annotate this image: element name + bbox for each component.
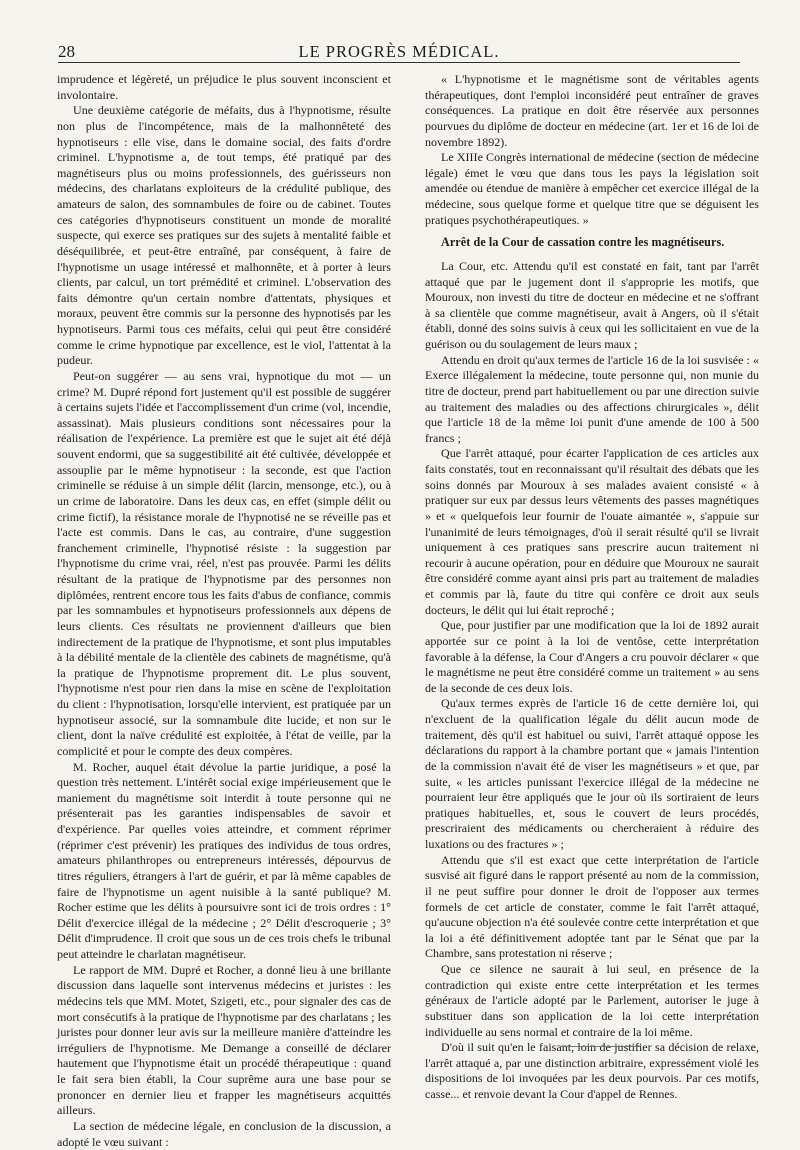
paragraph: Que, pour justifier par une modification que la loi de 1892 aurait apportée sur ce point à la loi de ventôse, cette interprétation favorable à la défense, la Cour d'Angers a cru pouvoir déclarer « que le magnétisme ne peut être considéré comme un traitement » au sens de la seconde de ces deux lois. (425, 618, 759, 695)
page-header (58, 40, 740, 62)
header-rule (58, 62, 740, 63)
paragraph: Le rapport de MM. Dupré et Rocher, a donné lieu à une brillante discussion dans laquelle sont intervenus médecins et juristes : les médecins tels que MM. Motet, Szigeti, etc., pour signaler des cas de mort consécutifs à la pratique de l'hypnotisme par des charlatans ; les juristes pour donner leur avis sur la meilleure manière d'atteindre les irréguliers de l'hypnotisme. Me Demange a conseillé de déclarer hautement que l'hypnotisme était un procédé thérapeutique : quand le fait sera bien établi, la Cour suprême aura une base pour se prononcer en dernier lieu et frapper les magnétiseurs acquittés ailleurs. (57, 962, 391, 1118)
end-rule (560, 1046, 640, 1047)
paragraph: Attendu en droit qu'aux termes de l'article 16 de la loi susvisée : « Exerce illégalement la médecine, toute personne qui, non munie du titre de docteur, prend part habituellement ou par une direction suivie au traitement des maladies ou des affections chirurgicales », délit que l'article 18 de la même loi punit d'une amende de 100 à 500 francs ; (425, 352, 759, 445)
paragraph: Attendu que s'il est exact que cette interprétation de l'article susvisé ait figuré dans le rapport présenté au nom de la commission, il ne peut suffire pour donner le droit de l'opposer aux termes formels de cet article de constater, comme le fait l'arrêt attaqué, qu'aucune objection n'a été soulevée contre cette interprétation et que la loi a été définitivement adoptée tant par le Sénat que par la Chambre, sans protestation ni réserve ; (425, 852, 759, 961)
paragraph: Peut-on suggérer — au sens vrai, hypnotique du mot — un crime? M. Dupré répond fort justement qu'il est possible de suggérer à certains sujets l'idée et l'accomplissement d'un crime (vol, incendie, assassinat). Mais plusieurs conditions sont nécessaires pour la réalisation de l'expérience. La première est que le sujet ait été déjà souvent endormi, que sa suggestibilité ait été cultivée, développée et assouplie par le même hypnotiseur : la seconde, est que l'action criminelle se réduise à un simple délit (larcin, mensonge, etc.), ou à un crime de laboratoire. Dans les deux cas, en effet (simple délit ou crime fictif), la résistance morale de l'hypnotisé ne se réveille pas et l'acte est commis. Dans le cas, au contraire, d'une suggestion franchement criminelle, l'hypnotisé résiste : la suggestion par l'hypnotisme du crime vrai, réel, n'est pas prouvée. Parmi les délits résultant de la pratique de l'hypnotisme par des personnes non diplômées, rentrent encore tous les faits d'abus de confiance, commis par les somnambules et hypnotiseurs professionnels aux dépens de leurs clients. Ces résultats ne proviennent d'ailleurs que bien indirectement de la pratique de l'hypnotisme, et sont plus imputables à la débilité mentale de la clientèle des cabinets de magnétisme, qu'à la pratique de l'hypnotisme proprement dit. Le plus souvent, l'hypnotisme n'est pour rien dans la mise en scène de l'exploitation du client : l'hypnotisation, lorsqu'elle intervient, est pratiquée par un hypnotiseur associé, sur la somnambule dite lucide, et non sur le client, dont la naïve crédulité est exploitée, à l'état de veille, par la complicité et pour le compte des deux compères. (57, 368, 392, 758)
paragraph: La Cour, etc. Attendu qu'il est constaté en fait, tant par l'arrêt attaqué que par le jugement dont il s'approprie les motifs, que Mouroux, non investi du titre de docteur en médecine et ne s'offrant à sa clientèle que comme magnétiseur, avait à Angers, où il s'était établi, donné des soins suivis à ceux qui les sollicitaient en vue de la guérison ou du soulagement de leurs maux ; (425, 258, 759, 351)
left-column (57, 72, 391, 1150)
paragraph: Une deuxième catégorie de méfaits, dus à l'hypnotisme, résulte non plus de l'incompétence, mais de la malhonnêteté des hypnotiseurs : elle vise, dans le domaine social, des faits d'ordre criminel. L'hypnotisme a, de tout temps, été pratiqué par des magnétiseurs plus ou moins professionnels, des guérisseurs non médecins, des charlatans exploiteurs de la crédulité publique, des amateurs de salon, des somnambules de foire ou de cabinet. Toutes ces catégories d'hypnotiseurs constituent un monde de moralité suspecte, qui exerce ses pratiques sur des sujets à mentalité faible et déséquilibrée, et peut-être entraîné, par conséquent, à faire de l'hypnotisme un usage intéressé et malhonnête, et à porter à leurs clients, par calcul, un tort prémédité et criminel. L'observation des faits démontre qu'un certain nombre d'attentats, physiques et moraux, peuvent être commis sur la personne des hypnotisés par les hypnotiseurs. Parmi tous ces méfaits, celui qui peut être considéré comme le crime hypnotique par excellence, est le viol, l'attentat à la pudeur. (57, 103, 391, 368)
paragraph: Que l'arrêt attaqué, pour écarter l'application de ces articles aux faits constatés, tout en reconnaissant qu'il résultait des débats que les soins donnés par Mouroux à ses malades avaient consisté « à pratiquer sur eux par dessus leurs vêtements des passes magnétiques » et « quelquefois leur fournir de l'ouate aimantée », s'appuie sur l'unanimité de leurs témoignages, d'où il serait résulté qu'il se livrait uniquement à ces pratiques sans prescrire aucun traitement ni recourir à aucune opération, pour en déduire que Mouroux ne saurait être considéré comme ayant ainsi pris part au traitement de maladies et commis par là, faute du titre qui confère ce droit aux seuls docteurs, le délit qui lui était reproché ; (425, 446, 759, 617)
journal-title: LE PROGRÈS MÉDICAL. (298, 42, 500, 61)
paragraph: Le XIIIe Congrès international de médecine (section de médecine légale) émet le vœu que dans tous les pays la législation soit amendée ou étendue de manière à empêcher cet exercice illégal de la médecine, sous quelque forme et quelque titre que se déguisent les pratiques psychothérapeutiques. » (425, 150, 759, 227)
paragraph: Que ce silence ne saurait à lui seul, en présence de la contradiction qui existe entre cette interprétation et les termes généraux de l'article adopté par le Parlement, autoriser le juge à substituer dans son application de la loi cette interprétation individuelle au sens normal et contraire de la loi même. (425, 962, 759, 1039)
paragraph: D'où il suit qu'en le faisant, loin de justifier sa décision de relaxe, l'arrêt attaqué a, par une distinction arbitraire, expressément violé les dispositions de loi invoquées par les deux pourvois. Par ces motifs, casse... et renvoie devant la Cour d'appel de Rennes. (425, 1040, 759, 1101)
paragraph: Qu'aux termes exprès de l'article 16 de cette dernière loi, qui n'excluent de la qualification légale du délit aucun mode de traitement, dès qu'il est habituel ou suivi, l'arrêt attaqué oppose les déclarations du rapport à la chambre portant que « jamais l'intention de la commission n'avait été de viser les magnétiseurs » et que, par suite, « les articles punissant l'exercice illégal de la médecine ne pourraient leur être appliqués que le jour où ils sortiraient de leurs pratiques habituelles, et, sous le couvert de leurs procédés, prescriraient des médicaments ou chercheraient à réduire des luxations ou des fractures » ; (425, 696, 759, 851)
paragraph: M. Rocher, auquel était dévolue la partie juridique, a posé la question très nettement. L'intérêt social exige impérieusement que le maniement du magnétisme soit interdit à toute personne qui ne présenterait pas les garanties indispensables de savoir et d'expérience. Par quelles voies atteindre, et comment réprimer (réprimer c'est prévenir) les pratiques des individus de tous ordres, amateurs philanthropes ou entrepreneurs intéressés, dépourvus de titres réguliers, étrangers à l'art de guérir, et par là même capables de faire de l'hypnotisme un agent nuisible à la santé publique? M. Rocher estime que les délits à poursuivre sont ici de trois ordres : 1° Délit d'exercice illégal de la médecine ; 2° Délit d'escroquerie ; 3° Délit d'imprudence. Il croit que sous un de ces trois chefs le tribunal peut atteindre le charlatan magnétiseur. (57, 759, 391, 961)
right-column (425, 72, 759, 1103)
section-heading: Arrêt de la Cour de cassation contre les magnétiseurs. (441, 235, 725, 250)
page-number: 28 (58, 42, 75, 61)
paragraph: « L'hypnotisme et le magnétisme sont de véritables agents thérapeutiques, dont l'emploi inconsidéré peut entraîner de graves conséquences. La pratique en doit être réservée aux personnes pourvues du diplôme de docteur en médecine (art. 1er et 16 de loi de novembre 1892). (425, 72, 759, 149)
paragraph: imprudence et légèreté, un préjudice le plus souvent inconscient et involontaire. (57, 72, 391, 102)
paragraph: La section de médecine légale, en conclusion de la discussion, a adopté le vœu suivant : (57, 1118, 391, 1149)
